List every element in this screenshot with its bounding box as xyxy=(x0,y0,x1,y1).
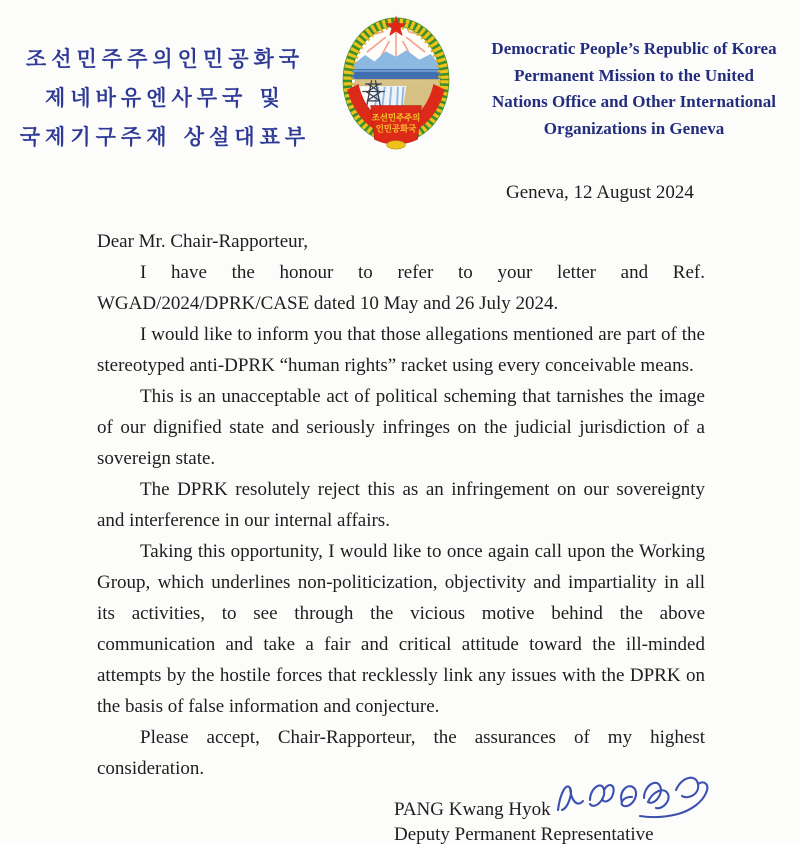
mission-name-line: Organizations in Geneva xyxy=(543,118,725,138)
dprk-national-emblem-icon xyxy=(337,8,455,160)
body-paragraph: I have the honour to refer to your letter and Ref. WGAD/2024/DPRK/CASE dated 10 May and 26 July 2024. xyxy=(97,262,705,314)
ribbon-text-line1: 조선민주주의 xyxy=(371,112,421,123)
body-paragraph: I would like to inform you that those allegations mentioned are part of the stereotyped anti-DPRK “human rights” racket using every conceivable means. xyxy=(97,324,705,376)
mission-name-line: Permanent Mission to the United xyxy=(514,65,754,85)
ribbon-text-line2: 인민공화국 xyxy=(375,123,417,134)
body-paragraph: This is an unacceptable act of political scheming that tarnishes the image of our dignified state and seriously infringes on the judicial jurisdiction of a sovereign state. xyxy=(97,386,705,469)
letter-body xyxy=(97,226,705,784)
korean-letterhead-line: 국제기구주재 상설대표부 xyxy=(19,125,311,149)
closing-line: Please accept, Chair-Rapporteur, the assurances of my highest consideration. xyxy=(97,727,705,779)
dateline: Geneva, 12 August 2024 xyxy=(506,182,694,203)
english-letterhead xyxy=(472,36,796,142)
korean-letterhead-line: 조선민주주의인민공화국 xyxy=(25,47,305,71)
salutation: Dear Mr. Chair-Rapporteur, xyxy=(97,231,308,252)
mission-name-line: Democratic People’s Republic of Korea xyxy=(491,39,777,58)
body-paragraph: The DPRK resolutely reject this as an infringement on our sovereignty and interference in our internal affairs. xyxy=(97,479,705,531)
handwritten-signature xyxy=(552,766,717,828)
korean-letterhead xyxy=(10,40,320,157)
korean-letterhead-line: 제네바유엔사무국 및 xyxy=(45,86,285,110)
signatory-name: PANG Kwang Hyok xyxy=(394,799,551,820)
signatory-title: Deputy Permanent Representative xyxy=(394,824,654,844)
mission-name-line: Nations Office and Other International xyxy=(492,92,776,111)
body-paragraph: Taking this opportunity, I would like to once again call upon the Working Group, which underlines non-politicization, objectivity and impartiality in all its activities, to see through the vicious motive behind the above communication and take a fair and critical attitude toward the ill-minded attempts by the hostile forces that recklessly link any issues with the DPRK on the basis of false information and conjecture. xyxy=(97,541,705,717)
wreath-knot xyxy=(387,141,406,149)
